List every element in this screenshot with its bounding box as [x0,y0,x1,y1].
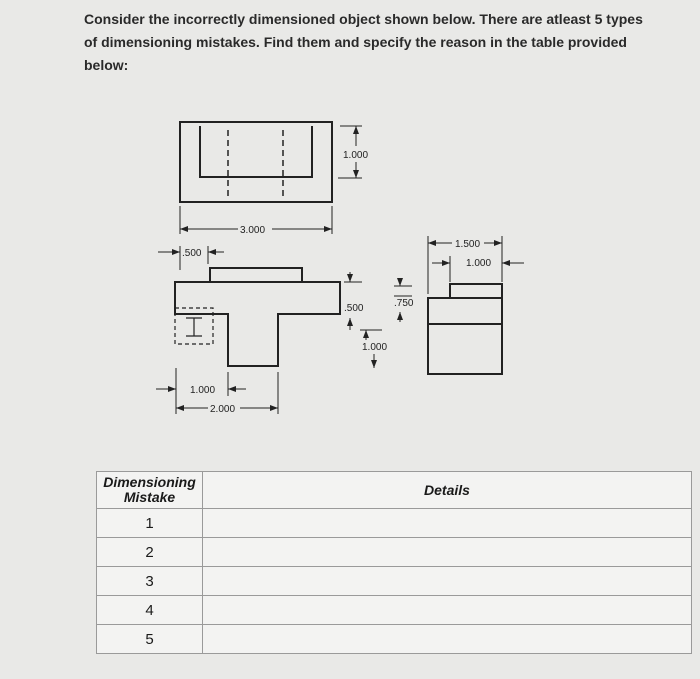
dim-top-width-label: 3.000 [240,225,266,236]
row-details-cell[interactable] [203,567,692,596]
dim-front-left-offset-label: .500 [182,248,202,259]
row-number: 4 [97,596,203,625]
header-details: Details [203,472,692,509]
row-details-cell[interactable] [203,538,692,567]
dim-front-step-height-label: .500 [344,303,364,314]
question-text: Consider the incorrectly dimensioned object shown below. There are atleast 5 types of dimensioning mistakes. Find them and specify the reason in the table provided below: [84,11,643,73]
dim-front-step-height [344,272,362,330]
table-row [97,625,692,654]
table-row [97,567,692,596]
front-view [175,268,340,366]
dim-front-bottom-outer-label: 2.000 [210,404,236,415]
dim-side-width-inner-label: 1.000 [466,258,492,269]
row-details-cell[interactable] [203,625,692,654]
top-view-inner [200,126,312,177]
top-view [180,122,362,202]
row-number: 3 [97,567,203,596]
dim-front-lower-height-label: 1.000 [362,342,388,353]
row-number: 1 [97,509,203,538]
side-view-top-step [450,284,502,298]
row-details-cell[interactable] [203,596,692,625]
top-view-hidden-lines [228,130,283,200]
side-view [428,284,502,374]
top-view-outline [180,122,332,202]
side-view-middle [428,298,502,324]
dim-side-width-outer-label: 1.500 [455,239,481,250]
row-number: 2 [97,538,203,567]
header-mistake: Dimensioning Mistake [97,472,203,509]
dim-top-height-label: 1.000 [343,150,369,161]
mistakes-table [96,471,692,654]
table-row [97,538,692,567]
front-view-body [175,282,340,366]
row-number: 5 [97,625,203,654]
front-view-top-step [210,268,302,282]
dim-side-small-height-label: .750 [394,298,414,309]
table-row [97,596,692,625]
dim-front-bottom-inner-label: 1.000 [190,385,216,396]
side-view-bottom [428,324,502,374]
table-row [97,509,692,538]
row-details-cell[interactable] [203,509,692,538]
